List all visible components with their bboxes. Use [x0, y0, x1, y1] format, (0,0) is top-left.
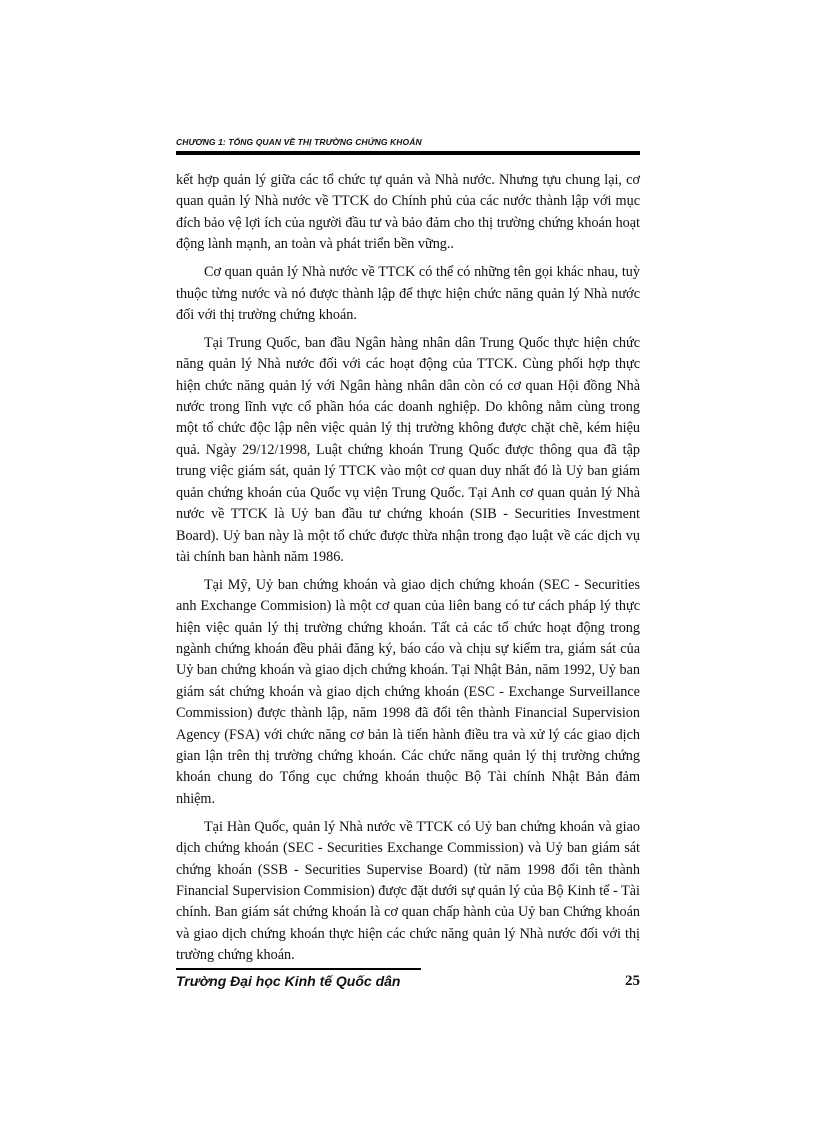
paragraph-5: Tại Hàn Quốc, quản lý Nhà nước về TTCK có Uỷ ban chứng khoán và giao dịch chứng khoán (SEC - Securities Exchange Commission) và Uỷ ban giám sát chứng khoán (SSB - Securities Supervise Board) (từ năm 1998 đổi tên thành Financial Supervision Commision) được đặt dưới sự quản lý của Bộ Kinh tế - Tài chính. Ban giám sát chứng khoán là cơ quan chấp hành của Uỷ ban Chứng khoán và giao dịch chứng khoán thực hiện các chức năng quản lý Nhà nước đối với thị trường chứng khoán. — [176, 818, 640, 964]
chapter-header: CHƯƠNG 1: TỔNG QUAN VỀ THỊ TRƯỜNG CHỨNG KHOÁN — [176, 137, 422, 147]
body-text — [176, 170, 640, 967]
header-rule — [176, 151, 640, 155]
footer-rule — [176, 968, 421, 970]
paragraph-2: Cơ quan quản lý Nhà nước về TTCK có thể có những tên gọi khác nhau, tuỳ thuộc từng nước và nó được thành lập để thực hiện chức năng quản lý Nhà nước đối với thị trường chứng khoán. — [176, 264, 640, 323]
paragraph-1: kết hợp quản lý giữa các tổ chức tự quản và Nhà nước. Nhưng tựu chung lại, cơ quan quản lý Nhà nước về TTCK do Chính phủ của các nước thành lập với mục đích bảo vệ lợi ích của người đầu tư và bảo đảm cho thị trường chứng khoán hoạt động lành mạnh, an toàn và phát triển bền vững.. — [176, 172, 640, 253]
footer-institution: Trường Đại học Kinh tế Quốc dân — [176, 973, 401, 989]
paragraph-3: Tại Trung Quốc, ban đầu Ngân hàng nhân dân Trung Quốc thực hiện chức năng quản lý Nhà nước đối với các hoạt động của TTCK. Cùng phối hợp thực hiện chức năng quản lý với Ngân hàng nhân dân còn có cơ quan Hội đồng Nhà nước trong lĩnh vực cổ phần hóa các doanh nghiệp. Do không nằm cùng trong một tổ chức độc lập nên việc quản lý thị trường không được chặt chẽ, kém hiệu quả. Ngày 29/12/1998, Luật chứng khoán Trung Quốc được thông qua đã tập trung việc giám sát, quản lý TTCK vào một cơ quan duy nhất đó là Uỷ ban giám quản chứng khoán của Quốc vụ viện Trung Quốc. Tại Anh cơ quan quản lý Nhà nước về TTCK là Uỷ ban đầu tư chứng khoán (SIB - Securities Investment Board). Uỷ ban này là một tổ chức được thừa nhận trong đạo luật về các dịch vụ tài chính ban hành năm 1986. — [176, 334, 640, 565]
page-number: 25 — [625, 973, 640, 989]
paragraph-4: Tại Mỹ, Uỷ ban chứng khoán và giao dịch chứng khoán (SEC - Securities anh Exchange Commision) là một cơ quan của liên bang có tư cách pháp lý thực hiện việc quản lý thị trường chứng khoán. Tất cả các tổ chức hoạt động trong ngành chứng khoán đều phải đăng ký, báo cáo và chịu sự kiểm tra, giám sát của Uỷ ban chứng khoán và giao dịch chứng khoán. Tại Nhật Bản, năm 1992, Uỷ ban giám sát chứng khoán và giao dịch chứng khoán (ESC - Exchange Surveillance Commission) được thành lập, năm 1998 đã đổi tên thành Financial Supervision Agency (FSA) với chức năng cơ bản là tiến hành điều tra và xử lý các giao dịch gian lận trên thị trường chứng khoán. Các chức năng quản lý thị trường chứng khoán chung do Tổng cục chứng khoán thuộc Bộ Tài chính Nhật Bản đảm nhiệm. — [176, 576, 640, 807]
